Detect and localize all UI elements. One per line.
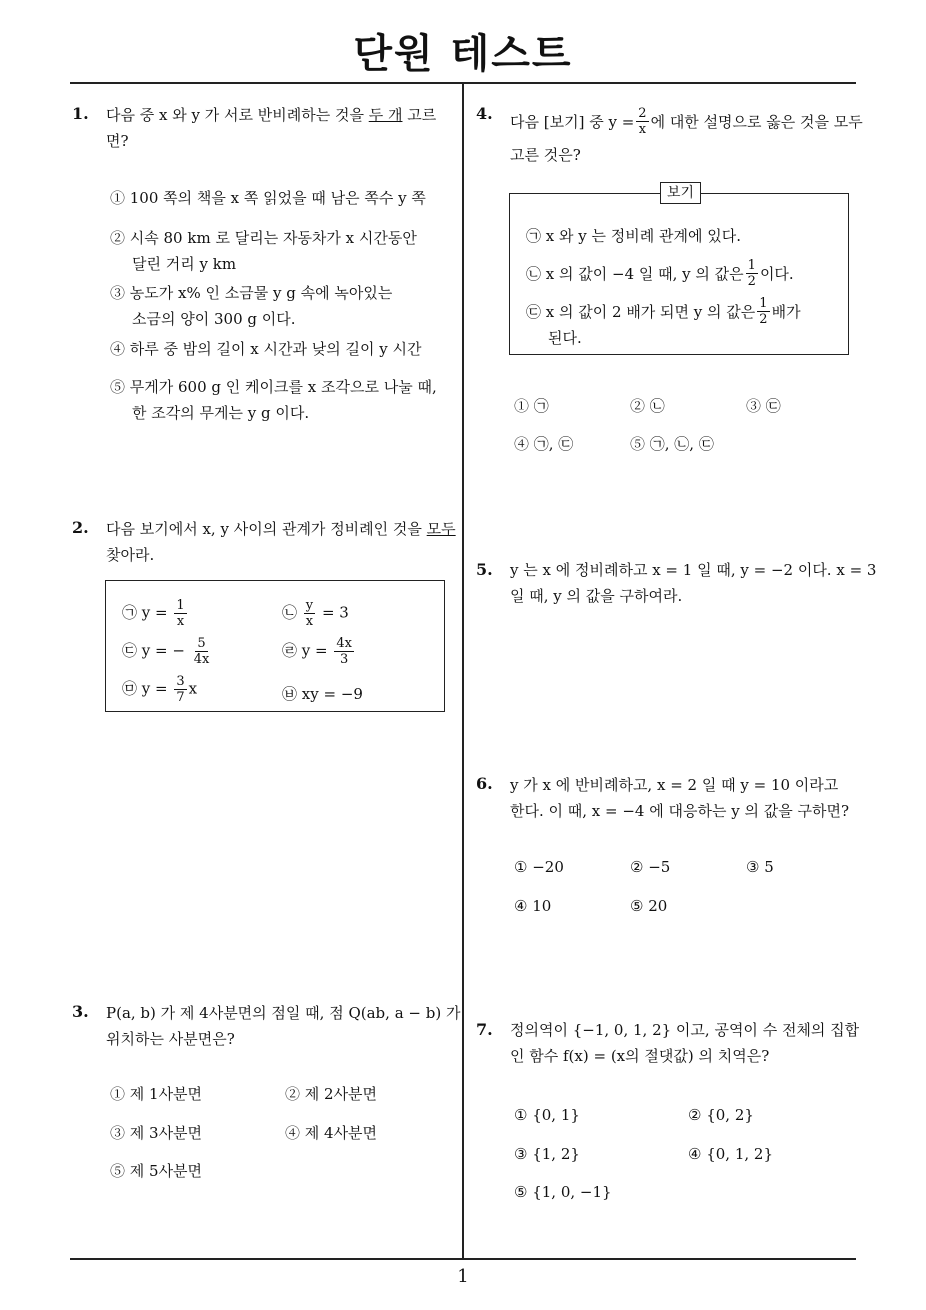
question-number: 2.	[72, 518, 89, 537]
question-text: P(a, b) 가 제 4사분면의 점일 때, 점 Q(ab, a − b) 가	[106, 1004, 461, 1022]
fraction: $\frac{5}{4x}$	[193, 636, 210, 667]
option-3[interactable]: ③ ㉢	[746, 397, 781, 415]
page-number: 1	[457, 1266, 469, 1287]
question-number: 5.	[476, 560, 493, 579]
question-text: y 가 x 에 반비례하고, x = 2 일 때 y = 10 이라고	[510, 776, 839, 794]
question-text: 다음 중 x 와 y 가 서로 반비례하는 것을 두 개 고르	[106, 106, 437, 124]
question-number: 4.	[476, 104, 493, 123]
option-5[interactable]: ⑤ ㉠, ㉡, ㉢	[630, 435, 714, 453]
option-3[interactable]: ③ 농도가 x% 인 소금물 y g 속에 녹아있는	[110, 284, 393, 302]
example-item-3: ㉢ x 의 값이 2 배가 되면 y 의 값은 $\frac{1}{2}$ 배가	[526, 296, 801, 327]
option-4[interactable]: ④ ㉠, ㉢	[514, 435, 574, 453]
fraction: $\frac{2}{x}$	[638, 106, 647, 137]
example-item-6: ㉥ xy = −9	[282, 685, 363, 703]
fraction: $\frac{3}{7}$	[176, 674, 185, 705]
box-label: 보기	[660, 182, 701, 204]
option-5[interactable]: ⑤ 무게가 600 g 인 케이크를 x 조각으로 나눌 때,	[110, 378, 437, 396]
question-text-line2: 한다. 이 때, x = −4 에 대응하는 y 의 값을 구하면?	[510, 802, 849, 820]
question-text-line2: 면?	[106, 132, 129, 150]
option-1[interactable]: ① 제 1사분면	[110, 1085, 203, 1103]
emphasis-underline: 모두	[426, 520, 456, 538]
question-text-line2: 찾아라.	[106, 546, 155, 564]
fraction: $\frac{1}{2}$	[759, 296, 768, 327]
option-3-cont: 소금의 양이 300 g 이다.	[132, 310, 296, 328]
option-4[interactable]: ④ {0, 1, 2}	[688, 1145, 774, 1163]
example-item-3-cont: 된다.	[548, 329, 582, 347]
option-2[interactable]: ② {0, 2}	[688, 1106, 754, 1124]
option-4[interactable]: ④ 하루 중 밤의 길이 x 시간과 낮의 길이 y 시간	[110, 340, 422, 358]
fraction: $\frac{1}{2}$	[747, 258, 756, 289]
option-2[interactable]: ② 시속 80 km 로 달리는 자동차가 x 시간동안	[110, 229, 417, 247]
page-title: 단원 테스트	[353, 31, 573, 77]
question-text: 다음 보기에서 x, y 사이의 관계가 정비례인 것을 모두	[106, 520, 456, 538]
fraction: $\frac{1}{x}$	[176, 598, 185, 629]
bottom-rule	[70, 1258, 856, 1260]
option-1[interactable]: ① −20	[514, 858, 564, 876]
example-item-2: ㉡ $\frac{y}{x}$ = 3	[282, 598, 349, 629]
option-1[interactable]: ① ㉠	[514, 397, 549, 415]
example-item-1: ㉠ x 와 y 는 정비례 관계에 있다.	[526, 227, 741, 245]
option-1[interactable]: ① {0, 1}	[514, 1106, 580, 1124]
question-text: y 는 x 에 정비례하고 x = 1 일 때, y = −2 이다. x = 3	[510, 561, 877, 579]
question-number: 6.	[476, 774, 493, 793]
example-item-4: ㉣ y = $\frac{4x}{3}$	[282, 636, 352, 667]
question-text: 다음 [보기] 중 y = $\frac{2}{x}$ 에 대한 설명으로 옳은 것을 모두	[510, 106, 863, 137]
question-text-line2: 인 함수 f(x) = (x의 절댓값) 의 치역은?	[510, 1047, 770, 1065]
option-3[interactable]: ③ {1, 2}	[514, 1145, 580, 1163]
option-1[interactable]: ① 100 쪽의 책을 x 쪽 읽었을 때 남은 쪽수 y 쪽	[110, 189, 426, 207]
example-item-3: ㉢ y = − $\frac{5}{4x}$	[122, 636, 210, 667]
fraction: $\frac{y}{x}$	[305, 598, 314, 629]
example-item-5: ㉤ y = $\frac{3}{7}$ x	[122, 674, 198, 705]
emphasis-underline: 두 개	[368, 106, 403, 124]
column-divider	[462, 83, 464, 1258]
option-2[interactable]: ② −5	[630, 858, 671, 876]
option-5[interactable]: ⑤ 제 5사분면	[110, 1162, 203, 1180]
question-text-line2: 고른 것은?	[510, 146, 581, 164]
option-3[interactable]: ③ 제 3사분면	[110, 1124, 203, 1142]
question-text: 정의역이 {−1, 0, 1, 2} 이고, 공역이 수 전체의 집합	[510, 1021, 860, 1039]
option-3[interactable]: ③ 5	[746, 858, 774, 876]
example-item-1: ㉠ y = $\frac{1}{x}$	[122, 598, 185, 629]
fraction: $\frac{4x}{3}$	[336, 636, 352, 667]
example-item-2: ㉡ x 의 값이 −4 일 때, y 의 값은 $\frac{1}{2}$ 이다.	[526, 258, 794, 289]
question-number: 7.	[476, 1020, 493, 1039]
question-text-line2: 위치하는 사분면은?	[106, 1030, 235, 1048]
option-4[interactable]: ④ 제 4사분면	[285, 1124, 378, 1142]
option-5[interactable]: ⑤ {1, 0, −1}	[514, 1183, 612, 1201]
option-2-cont: 달린 거리 y km	[132, 255, 237, 273]
option-5-cont: 한 조각의 무게는 y g 이다.	[132, 404, 310, 422]
option-2[interactable]: ② ㉡	[630, 397, 665, 415]
option-2[interactable]: ② 제 2사분면	[285, 1085, 378, 1103]
question-number: 3.	[72, 1002, 89, 1021]
question-text-line2: 일 때, y 의 값을 구하여라.	[510, 587, 683, 605]
option-5[interactable]: ⑤ 20	[630, 897, 668, 915]
option-4[interactable]: ④ 10	[514, 897, 552, 915]
question-number: 1.	[72, 104, 89, 123]
